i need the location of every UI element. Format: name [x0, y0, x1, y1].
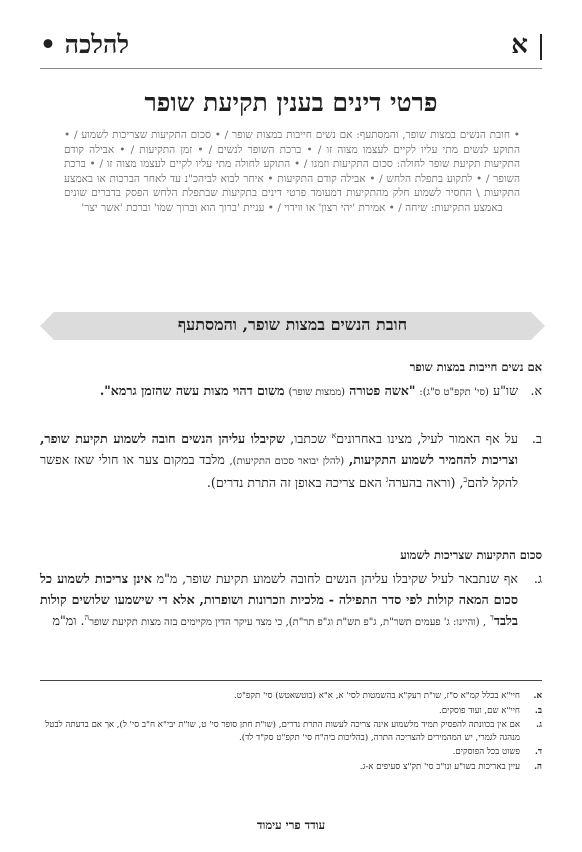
paragraph-c [40, 568, 542, 633]
footnote [40, 719, 542, 744]
header-title: להלכה • [40, 30, 130, 59]
page-title: פרטי דינים בענין תקיעת שופר [144, 88, 438, 117]
footnote-ref: ג [385, 474, 389, 484]
footnote-text: פשוט בכל הפוסקים. [452, 747, 520, 757]
footnote-letter: ב. [534, 705, 542, 716]
paragraph-text: שו"ע (סי' תקפ"ט ס"ג): "אשה פטורה (ממצות שופר) משום דהוי מצות עשה שהזמן גרמא". [99, 383, 518, 398]
footnote [40, 761, 542, 774]
table-of-contents: • חובת הנשים במצות שופר, והמסתעף: אם נשים חייבות במצות שופר / • סכום התקיעות שצריכות לשמוע / • התוקע לנשים מתי עליו לקיים לעצמו מצוה זו / • ברכת השופר לנשים / • זמן התקיעות / • אבילה קודם התקיעות תקיעת שופר לחולה: סכום התקיעות וזמנו / • התוקע לחולה מתי עליו לקיים לעצמו מצוה זו / • ברכת השופר / • לתקוע בתפלת הלחש / • אבילה קודם התקיעות • איחר לבוא לביהכ"נ עד לאחר הברכות או באמצע התקיעות \ החסיר לשמוע חלק מהתקיעות דמעומד פרטי דינים בתקיעות שבתפלת הלחש הפסק בדברים שונים באמצע התקיעות: שיחה / • אמירת 'יהי רצון' או ווידוי / • עניית 'ברוך הוא וברוך שמו' וברכת 'אשר יצר' [64, 129, 520, 214]
footnote [40, 746, 542, 759]
footnote [40, 705, 542, 718]
section-heading: סכום התקיעות שצריכות לשמוע [400, 548, 542, 562]
paragraph-number: ג. [533, 571, 542, 586]
footnote-letter: ד. [534, 747, 542, 757]
header-bar [540, 34, 542, 60]
page-footer: עודד פרי עימוד [256, 818, 326, 832]
footnote-ref: ב [463, 474, 468, 484]
paragraph-b [40, 428, 542, 493]
footnote-rule [40, 680, 542, 681]
footnote-text: חיי"א שם, ועוד פוסקים. [438, 705, 520, 716]
footnote-ref: א [331, 430, 337, 440]
footnote-ref: ד [490, 612, 494, 622]
paragraph-a [40, 380, 542, 403]
footnote [40, 690, 542, 703]
footnote-letter: ה. [534, 761, 542, 772]
footnote-text: חיי"א בכלל קמ"א ס"ז, שו"ת רעק"א בהשמטות לסי' א, א"א (בוטשאטש) סי' תקפ"ט. [234, 691, 520, 701]
footnote-letter: ג. [536, 720, 542, 730]
footnote-text: אם אין בכוונתה להפסיק תמיד מלשמוע אינה צריכה לעשות התרת נדרים, (שו"ת חתן סופר סי' ט, שו"ת יבי"א ח"ב סי' ל), אך אם בדעתה לבטל מנהגה לגמרי, יש המהמירים להצריכה התרה, (בהליכות ביה"ח סי' תקפ"ט סק"ד לד). [45, 720, 520, 743]
section-banner [40, 312, 545, 340]
footnote-ref: ה [84, 612, 90, 622]
header-rule [40, 68, 542, 69]
footnote-letter: א. [533, 691, 542, 701]
chapter-letter: א [511, 30, 528, 60]
running-header [40, 30, 542, 62]
banner-title: חובת הנשים במצות שופר, והמסתעף [177, 315, 408, 334]
paragraph-text: אף שנתבאר לעיל שקיבלו עליהן הנשים לחובה לשמוע תקיעת שופר, מ"מ אינן צריכות לשמוע כל סכום המאה קולות לפי סדר התפילה - מלכיות וזכרונות ושופרות, אלא די שישמעו שלושים קולות בלבד$^ד$ , (והיינו: ג' פעמים תשר"ת, ג"פ תש"ת וג"פ תר"ת), כי מצד עיקר הדין מקיימים בזה מצות תקיעת שופר$^ה$. ומ"מ [40, 571, 518, 628]
paragraph-text: על אף האמור לעיל, מצינו באחרונים$^א$ שכתבו, שקיבלו עליהן הנשים חובה לשמוע תקיעת שופר, וצריכות להחמיר לשמוע התקיעות, (להלן יבואר סכום התקיעות), מלבד במקום צער או חולי שאז אפשר להקל להם$^ב$, (וראה בהערה$^ג$ האם צריכה באופן זה התרת נדרים). [40, 430, 518, 490]
paragraph-number: א. [530, 383, 542, 398]
footnote-text: עיין באריכות בשו"ע ונו"כ סי' תק"צ סעיפים א-ג. [359, 761, 520, 772]
section-heading: אם נשים חייבות במצות שופר [409, 360, 542, 374]
footnotes [40, 690, 542, 775]
paragraph-number: ב. [531, 431, 542, 446]
